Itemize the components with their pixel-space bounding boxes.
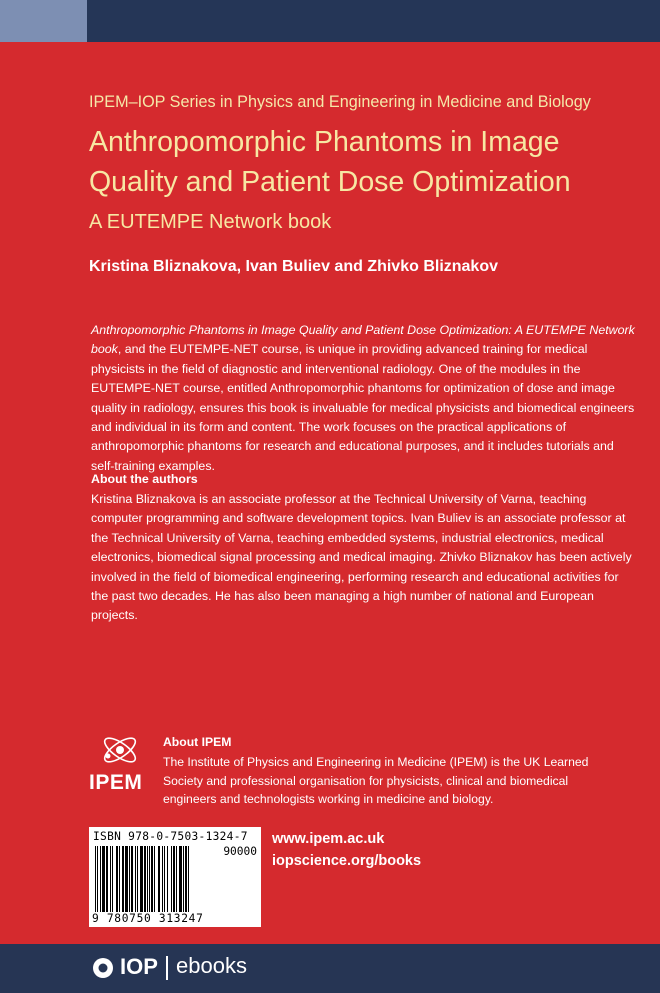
- ipem-website-link[interactable]: www.ipem.ac.uk: [272, 831, 385, 847]
- barcode-digits: 9 780750 313247: [92, 912, 204, 925]
- barcode-bar: [135, 846, 136, 912]
- barcode-isbn: ISBN 978-0-7503-1324-7: [93, 830, 248, 843]
- barcode-bar: [149, 846, 150, 912]
- barcode-bar: [129, 846, 130, 912]
- about-authors-text: Kristina Bliznakova is an associate professor at the Technical University of Varna, teaching computer programming and software development topics. Ivan Buliev is an associate professor at the Technical University of Varna, teaching embedded systems, industrial electronics, medical electronics, biomedical signal processing and medical imaging. Zhivko Bliznakov has been actively involved in the field of biomedical engineering, performing research and educational activities for the past two decades. He has also been managing a high number of national and European projects.: [91, 492, 632, 623]
- book-title: [89, 122, 649, 202]
- barcode-bar: [154, 846, 155, 912]
- barcode-bar: [122, 846, 124, 912]
- barcode-bar: [97, 846, 98, 912]
- about-ipem-text: The Institute of Physics and Engineering in Medicine (IPEM) is the UK Learned Society and professional organisation for physicists, clinical and biomedical engineers and technologists working in medicine and biology.: [163, 755, 589, 806]
- barcode-bar: [106, 846, 108, 912]
- description-text: , and the EUTEMPE-NET course, is unique in providing advanced training for medical physicists in the field of diagnostic and interventional radiology. One of the modules in the EUTEMPE-NET course, entitled Anthropomorphic phantoms for optimization of dose and image quality in radiology, ensures this book is invaluable for medical physicists and biomedical engineers and individual in its form and content. The work focuses on the practical applications of anthropomorphic phantoms for research and educational purposes, and it includes tutorials and self-training examples.: [91, 342, 635, 473]
- barcode-bar: [173, 846, 175, 912]
- barcode-bar: [147, 846, 148, 912]
- top-band-accent: [0, 0, 87, 42]
- book-subtitle: A EUTEMPE Network book: [89, 211, 332, 233]
- book-title-line-1: Anthropomorphic Phantoms in Image: [89, 126, 560, 158]
- iop-logo-text: IOP: [120, 954, 158, 979]
- barcode-bars: [95, 846, 220, 912]
- barcode-bar: [112, 846, 113, 912]
- barcode-bar: [102, 846, 105, 912]
- barcode-bar: [183, 846, 184, 912]
- ipem-logo-text: IPEM: [89, 771, 143, 794]
- iop-logo-icon: [92, 957, 114, 979]
- isbn-barcode: [89, 827, 261, 927]
- book-title-line-2: Quality and Patient Dose Optimization: [89, 166, 571, 198]
- barcode-bar: [110, 846, 111, 912]
- barcode-bar: [144, 846, 146, 912]
- barcode-bar: [179, 846, 182, 912]
- barcode-bar: [158, 846, 160, 912]
- ebooks-logo-text: ebooks: [176, 953, 247, 978]
- footer-divider: [166, 956, 168, 980]
- barcode-bar: [131, 846, 133, 912]
- barcode-bar: [171, 846, 172, 912]
- book-description: [91, 321, 636, 476]
- barcode-price-code: 90000: [223, 845, 257, 858]
- barcode-bar: [162, 846, 163, 912]
- barcode-bar: [100, 846, 101, 912]
- barcode-bar: [137, 846, 138, 912]
- authors: Kristina Bliznakova, Ivan Buliev and Zhivko Bliznakov: [89, 258, 498, 275]
- barcode-bar: [140, 846, 143, 912]
- barcode-bar: [151, 846, 153, 912]
- iopscience-books-link[interactable]: iopscience.org/books: [272, 853, 422, 869]
- barcode-bar: [188, 846, 189, 912]
- barcode-bar: [119, 846, 120, 912]
- barcode-bar: [125, 846, 128, 912]
- barcode-bar: [167, 846, 168, 912]
- barcode-bar: [176, 846, 177, 912]
- description-title: Anthropomorphic Phantoms in Image Quality and Patient Dose Optimization: A EUTEMPE Network book: [91, 323, 635, 357]
- barcode-bar: [185, 846, 187, 912]
- top-band: [0, 0, 660, 42]
- barcode-bar: [95, 846, 96, 912]
- links: [272, 828, 421, 872]
- barcode-bar: [116, 846, 118, 912]
- about-ipem-heading: About IPEM: [163, 735, 232, 749]
- about-authors-heading: About the authors: [91, 472, 198, 486]
- barcode-bar: [164, 846, 165, 912]
- series-name: IPEM–IOP Series in Physics and Engineering in Medicine and Biology: [89, 93, 591, 111]
